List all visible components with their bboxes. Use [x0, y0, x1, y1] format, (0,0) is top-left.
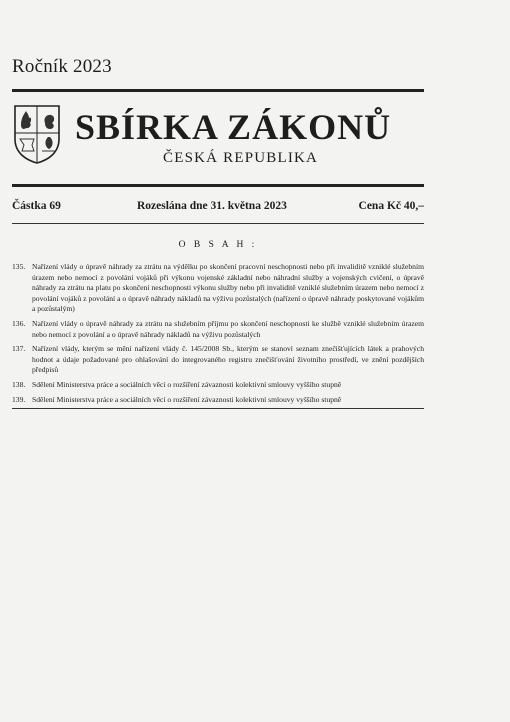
bottom-rule	[12, 408, 424, 409]
item-text: Nařízení vlády o úpravě náhrady za ztrátu na služebním příjmu po skončení neschopnosti ke službě vzniklé služebním úrazem nebo nemocí z povolání a o úpravě náhrady nákladů na výživu pozůstalých	[32, 318, 424, 339]
publication-title: SBÍRKA ZÁKONŮ	[75, 107, 392, 147]
table-of-contents	[12, 262, 424, 409]
issue-distribution-date: Rozeslána dne 31. května 2023	[137, 200, 287, 212]
item-text: Sdělení Ministerstva práce a sociálních věcí o rozšíření závaznosti kolektivní smlouvy vyššího stupně	[32, 394, 342, 404]
item-number: 137.	[12, 344, 26, 354]
issue-part: Částka 69	[12, 200, 61, 212]
state-emblem-icon	[12, 103, 62, 165]
list-item	[12, 319, 424, 340]
list-item	[12, 380, 424, 391]
item-number: 139.	[12, 394, 26, 404]
issue-price: Cena Kč 40,–	[358, 200, 424, 212]
issue-rule	[12, 223, 424, 224]
list-item	[12, 395, 424, 406]
list-item	[12, 262, 424, 315]
volume-year: Ročník 2023	[12, 56, 112, 77]
item-text: Nařízení vlády o úpravě náhrady za ztrátu na výdělku po skončení pracovní neschopnosti nebo při invaliditě vzniklé služebním úrazem nebo nemocí z povolání vojáků při výkonu vojenské základní nebo náhradní služby a vojenských cvičení, o úpravě náhrady za ztrátu na platu po skončení neschopnosti výkonu služby nebo při invaliditě vzniklé služebním úrazem nebo nemocí z povolání vojáků z povolání a o úpravě náhrady nákladů na výživu pozůstalých (nařízení o úpravě náhrady poskytované vojákům a pozůstalým)	[32, 262, 424, 314]
list-item	[12, 344, 424, 376]
contents-heading: O B S A H :	[178, 240, 258, 250]
publication-subtitle: ČESKÁ REPUBLIKA	[163, 150, 319, 166]
item-number: 136.	[12, 318, 26, 328]
top-rule	[12, 89, 424, 92]
item-text: Nařízení vlády, kterým se mění nařízení vlády č. 145/2008 Sb., kterým se stanoví seznam znečišťujících látek a prahových hodnot a údaje požadované pro ohlašování do integrovaného registru znečišťování životního prostředí, ve znění pozdějších předpisů	[32, 344, 424, 375]
item-number: 135.	[12, 262, 26, 271]
item-number: 138.	[12, 379, 26, 389]
item-text: Sdělení Ministerstva práce a sociálních věcí o rozšíření závaznosti kolektivní smlouvy vyššího stupně	[32, 379, 342, 389]
middle-rule	[12, 184, 424, 187]
